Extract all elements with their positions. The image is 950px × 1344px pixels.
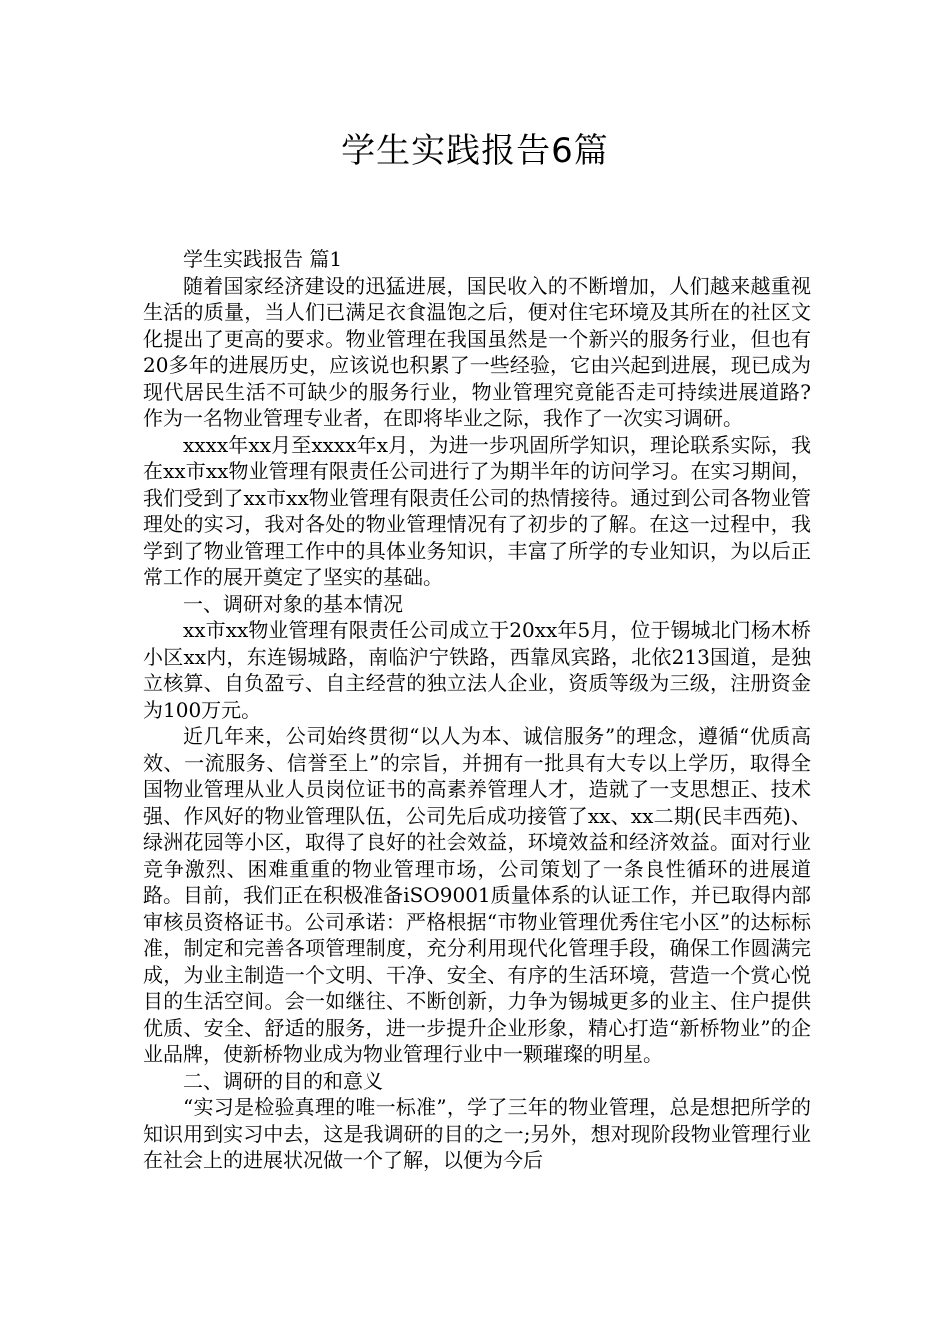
section-heading: 二、调研的目的和意义: [183, 1068, 383, 1093]
paragraph: “实习是检验真理的唯一标准”，学了三年的物业管理，总是想把所学的知识用到实习中去，这是我调研的目的之一;另外，想对现阶段物业管理行业在社会上的进展状况做一个了解，以便为今后: [143, 1095, 811, 1172]
paragraph: xx市xx物业管理有限责任公司成立于20xx年5月，位于锡城北门杨木桥小区xx内，东连锡城路，南临沪宁铁路，西靠凤宾路，北依213国道，是独立核算、自负盈亏、自主经营的独立法人企业，资质等级为三级，注册资金为100万元。: [143, 618, 811, 722]
paragraph: 近几年来，公司始终贯彻“以人为本、诚信服务”的理念，遵循“优质高效、一流服务、信誉至上”的宗旨，并拥有一批具有大专以上学历，取得全国物业管理从业人员岗位证书的高素养管理人才，造就了一支思想正、技术强、作风好的物业管理队伍，公司先后成功接管了xx、xx二期(民丰西苑)、绿洲花园等小区，取得了良好的社会效益，环境效益和经济效益。面对行业竞争激烈、困难重重的物业管理市场，公司策划了一条良性循环的进展道路。目前，我们正在积极准备iSO9001质量体系的认证工作，并已取得内部审核员资格证书。公司承诺：严格根据“市物业管理优秀住宅小区”的达标标准，制定和完善各项管理制度，充分利用现代化管理手段，确保工作圆满完成，为业主制造一个文明、干净、安全、有序的生活环境，营造一个赏心悦目的生活空间。会一如继往、不断创新，力争为锡城更多的业主、住户提供优质、安全、舒适的服务，进一步提升企业形象，精心打造“新桥物业”的企业品牌，使新桥物业成为物业管理行业中一颗璀璨的明星。: [143, 724, 811, 1066]
paragraph: 随着国家经济建设的迅猛进展，国民收入的不断增加，人们越来越重视生活的质量，当人们已满足衣食温饱之后，便对住宅环境及其所在的社区文化提出了更高的要求。物业管理在我国虽然是一个新兴的服务行业，但也有20多年的进展历史，应该说也积累了一些经验，它由兴起到进展，现已成为现代居民生活不可缺少的服务行业，物业管理究竟能否走可持续进展道路?作为一名物业管理专业者，在即将毕业之际，我作了一次实习调研。: [143, 273, 811, 430]
document-body: [143, 246, 811, 1174]
section-label: 学生实践报告 篇1: [183, 247, 343, 271]
paragraph: xxxx年xx月至xxxx年x月，为进一步巩固所学知识，理论联系实际，我在xx市xx物业管理有限责任公司进行了为期半年的访问学习。在实习期间，我们受到了xx市xx物业管理有限责任公司的热情接待。通过到公司各物业管理处的实习，我对各处的物业管理情况有了初步的了解。在这一过程中，我学到了物业管理工作中的具体业务知识，丰富了所学的专业知识，为以后正常工作的展开奠定了坚实的基础。: [143, 432, 811, 589]
section-heading: 一、调研对象的基本情况: [183, 591, 403, 616]
document-title: 学生实践报告6篇: [341, 131, 609, 171]
